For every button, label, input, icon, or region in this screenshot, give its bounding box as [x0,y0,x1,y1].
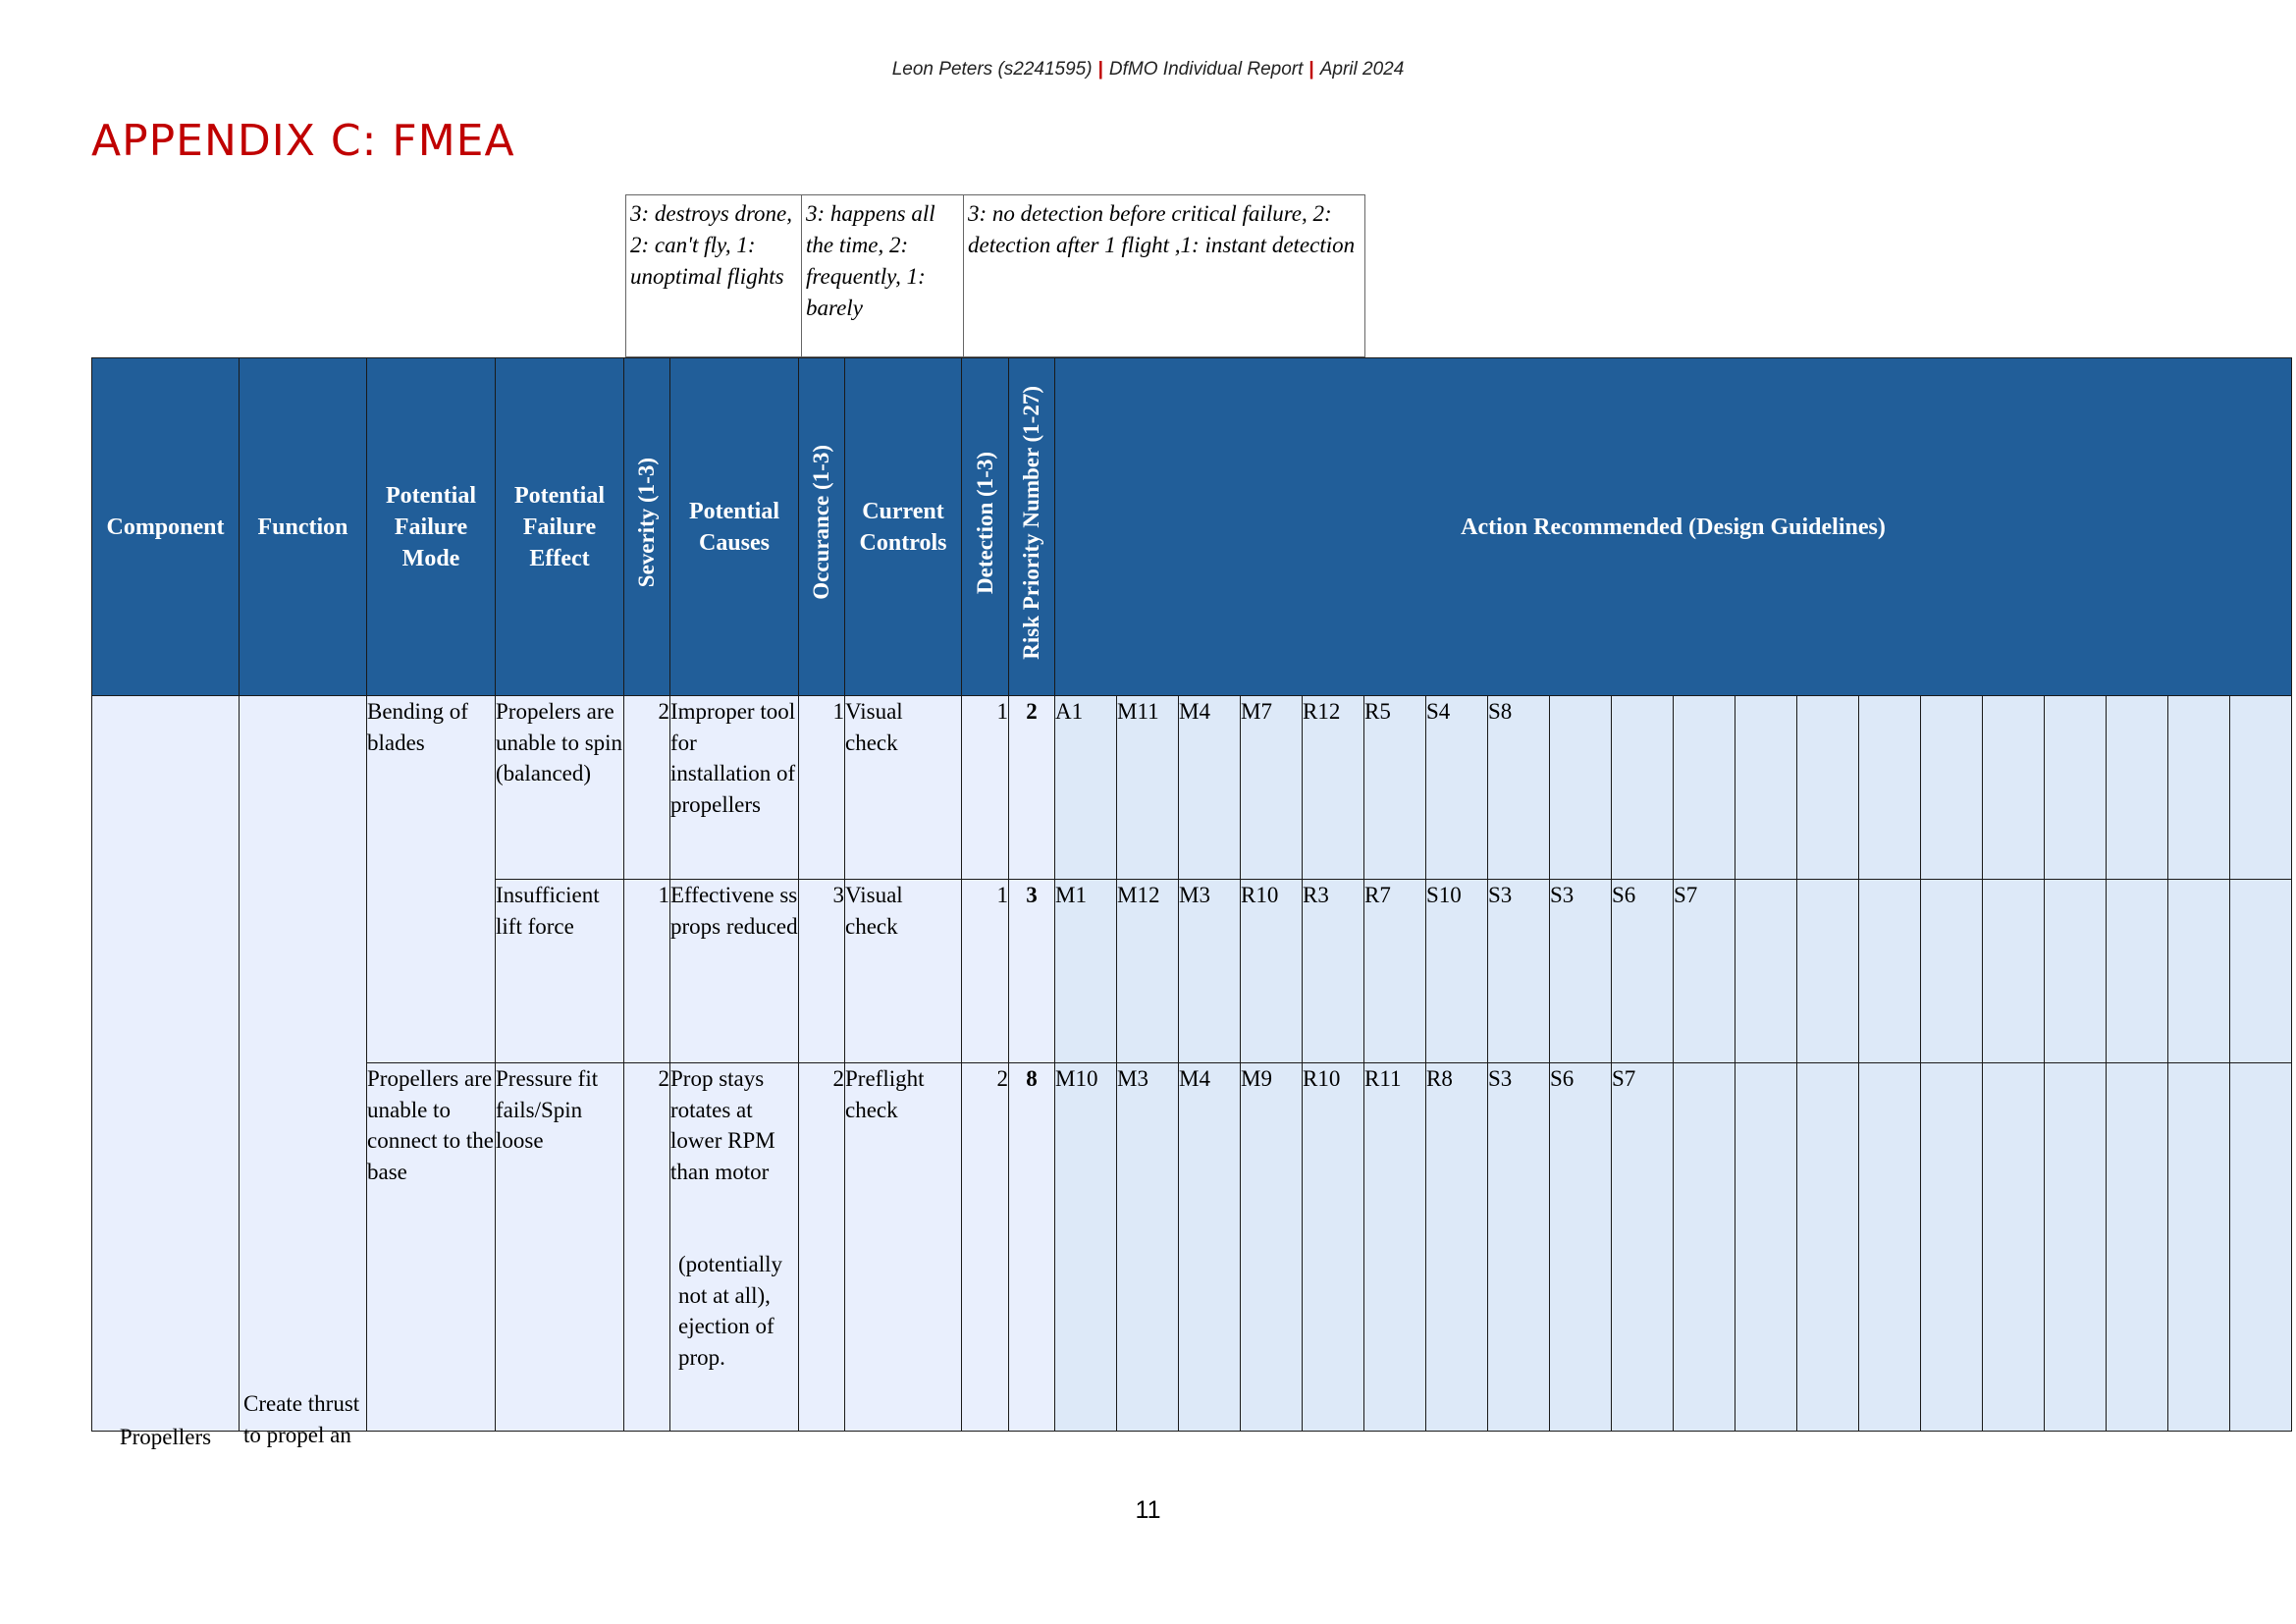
action-cell [2230,880,2292,1063]
action-cell: S7 [1674,880,1735,1063]
action-cell: M11 [1117,696,1179,880]
page-header [0,59,2296,81]
causes-cell [670,1063,799,1432]
component-name: Propellers [119,1424,212,1449]
severity-cell: 2 [624,696,670,880]
failure-effect-cell: Pressure fit fails/Spin loose [496,1063,624,1432]
legend-detection: 3: no detection before critical failure, 2: detection after 1 flight ,1: instant detection [963,194,1365,357]
failure-mode-cell: Bending of blades [367,696,496,1063]
page-title: APPENDIX C: FMEA [91,116,515,166]
action-cell [1859,1063,1921,1432]
action-cell: R12 [1303,696,1364,880]
action-cell [1735,696,1797,880]
failure-mode-cell: Propellers are unable to connect to the base [367,1063,496,1432]
occurance-cell: 3 [799,880,845,1063]
action-cell [1921,1063,1983,1432]
action-cell [1550,696,1612,880]
action-cell [1983,696,2045,880]
table-row [92,696,2292,880]
action-cell: R8 [1426,1063,1488,1432]
col-severity-label: Severity (1-3) [634,457,659,588]
legend-occurance: 3: happens all the time, 2: frequently, 1: barely [801,194,964,357]
header-separator-2: | [1308,59,1314,80]
col-rpn-label: Risk Priority Number (1-27) [1019,385,1043,660]
causes-cell: Improper tool for installation of propellers [670,696,799,880]
header-author: Leon Peters (s2241595) [891,59,1093,80]
occurance-cell: 1 [799,696,845,880]
detection-cell: 1 [962,696,1009,880]
action-cell [1921,696,1983,880]
col-rpn [1009,358,1055,696]
action-cell [2045,1063,2107,1432]
action-cell: M4 [1179,1063,1241,1432]
action-cell: M12 [1117,880,1179,1063]
action-cell [2107,696,2168,880]
action-cell [1674,1063,1735,1432]
action-cell [2168,1063,2230,1432]
action-cell [1735,1063,1797,1432]
action-cell [2045,880,2107,1063]
rpn-cell: 3 [1009,880,1055,1063]
action-cell: S10 [1426,880,1488,1063]
action-cell: R5 [1364,696,1426,880]
action-cell: R7 [1364,880,1426,1063]
col-failure-effect: Potential Failure Effect [496,358,624,696]
action-cell: M3 [1179,880,1241,1063]
action-cell [2107,1063,2168,1432]
action-cell [1674,696,1735,880]
col-function: Function [240,358,367,696]
col-action: Action Recommended (Design Guidelines) [1055,358,2292,696]
causes-text-extra: (potentially not at all), ejection of prop. [678,1252,783,1370]
action-cell: S3 [1488,1063,1550,1432]
action-cell: S6 [1550,1063,1612,1432]
col-component: Component [92,358,240,696]
severity-cell: 2 [624,1063,670,1432]
rpn-cell: 2 [1009,696,1055,880]
col-detection [962,358,1009,696]
action-cell: M4 [1179,696,1241,880]
function-cell [240,696,367,1447]
col-controls: Current Controls [845,358,962,696]
action-cell [1797,880,1859,1063]
action-cell: M7 [1241,696,1303,880]
detection-cell: 1 [962,880,1009,1063]
action-cell [1735,880,1797,1063]
action-cell [1612,696,1674,880]
action-cell: S4 [1426,696,1488,880]
rpn-cell: 8 [1009,1063,1055,1432]
col-occurance-label: Occurance (1-3) [809,445,833,600]
action-cell [1921,880,1983,1063]
action-cell: R3 [1303,880,1364,1063]
legend-severity: 3: destroys drone, 2: can't fly, 1: unoptimal flights [625,194,802,357]
header-report: DfMO Individual Report [1108,59,1304,80]
component-cell [92,696,240,1449]
action-cell [1859,880,1921,1063]
action-cell [2045,696,2107,880]
action-cell [2168,880,2230,1063]
action-cell: R10 [1303,1063,1364,1432]
action-cell [1797,696,1859,880]
action-cell [2230,696,2292,880]
action-cell: R10 [1241,880,1303,1063]
col-failure-mode: Potential Failure Mode [367,358,496,696]
causes-text: Prop stays rotates at lower RPM than motor [670,1066,775,1184]
action-cell: S3 [1550,880,1612,1063]
action-cell [1797,1063,1859,1432]
failure-effect-cell: Propelers are unable to spin (balanced) [496,696,624,880]
action-cell: M9 [1241,1063,1303,1432]
action-cell: R11 [1364,1063,1426,1432]
controls-cell: Preflight check [845,1063,962,1432]
col-occurance [799,358,845,696]
action-cell: M1 [1055,880,1117,1063]
table-header-row [92,358,2292,696]
fmea-table [91,357,2292,1449]
table-row [92,1063,2292,1432]
action-cell [2230,1063,2292,1432]
action-cell [1983,1063,2045,1432]
header-separator: | [1097,59,1103,80]
action-cell: S8 [1488,696,1550,880]
failure-effect-cell: Insufficient lift force [496,880,624,1063]
action-cell: M10 [1055,1063,1117,1432]
severity-cell: 1 [624,880,670,1063]
action-cell: S7 [1612,1063,1674,1432]
controls-cell: Visual check [845,880,962,1063]
causes-spacer [670,1187,798,1249]
col-causes: Potential Causes [670,358,799,696]
controls-cell: Visual check [845,696,962,880]
col-severity [624,358,670,696]
header-date: April 2024 [1319,59,1405,80]
col-detection-label: Detection (1-3) [972,451,997,594]
detection-cell: 2 [962,1063,1009,1432]
action-cell: M3 [1117,1063,1179,1432]
function-text: Create thrust to propel an [243,1391,360,1447]
action-cell: S6 [1612,880,1674,1063]
causes-cell: Effectivene ss props reduced [670,880,799,1063]
action-cell: S3 [1488,880,1550,1063]
action-cell [2168,696,2230,880]
action-cell: A1 [1055,696,1117,880]
action-cell [1983,880,2045,1063]
page-number: 11 [1135,1496,1161,1524]
occurance-cell: 2 [799,1063,845,1432]
action-cell [2107,880,2168,1063]
action-cell [1859,696,1921,880]
